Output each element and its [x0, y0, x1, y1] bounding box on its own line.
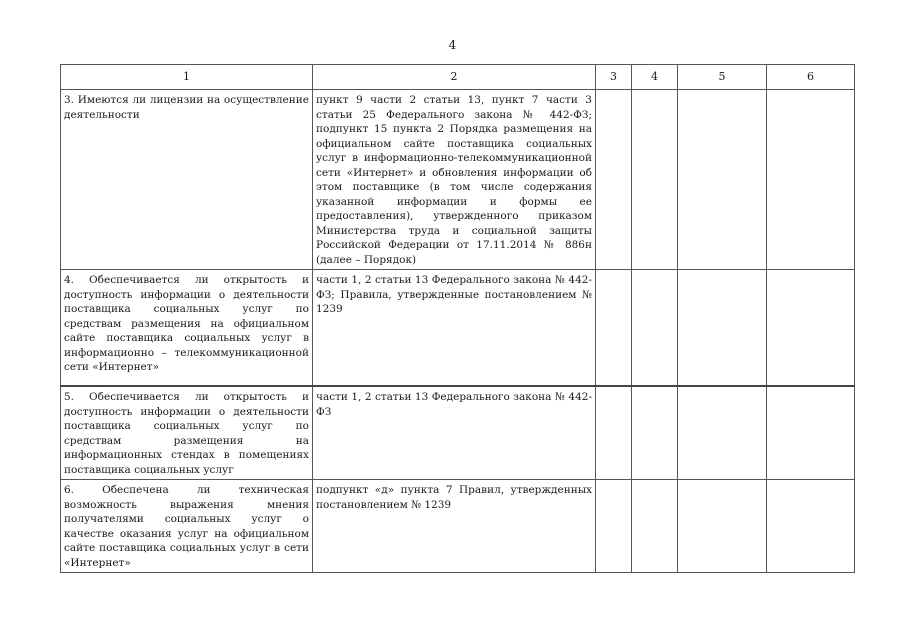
legal-basis-text: подпункт «д» пункта 7 Правил, утвержденных постановлением № 1239: [316, 484, 592, 511]
legal-basis-cell: [313, 90, 596, 270]
page-number: 4: [448, 38, 457, 52]
legal-basis-text: части 1, 2 статьи 13 Федерального закона № 442-ФЗ: [316, 391, 592, 418]
legal-basis-text: части 1, 2 статьи 13 Федерального закона № 442-ФЗ; Правила, утвержденные постановлением № 1239: [316, 274, 592, 315]
answer-cell-4[interactable]: [632, 386, 678, 480]
table-row: [61, 480, 855, 573]
column-header-1: 1: [61, 65, 313, 90]
answer-cell-5[interactable]: [678, 270, 767, 387]
question-text: 3. Имеются ли лицензии на осуществление деятельности: [64, 94, 309, 121]
column-header-5: 5: [678, 65, 767, 90]
checklist-table: [60, 64, 855, 573]
answer-cell-4[interactable]: [632, 90, 678, 270]
question-text: 4. Обеспечивается ли открытость и доступность информации о деятельности поставщика социальных услуг по средствам размещения на официальном сайте поставщика социальных услуг в информационно – телекоммуникационной сети «Интернет»: [64, 274, 309, 373]
question-cell: [61, 480, 313, 573]
answer-cell-3[interactable]: [596, 90, 632, 270]
legal-basis-cell: [313, 270, 596, 387]
legal-basis-cell: [313, 386, 596, 480]
column-header-3: 3: [596, 65, 632, 90]
question-cell: [61, 270, 313, 387]
answer-cell-5[interactable]: [678, 386, 767, 480]
question-text: 5. Обеспечивается ли открытость и доступность информации о деятельности поставщика социальных услуг по средствам размещения на информационных стендах в помещениях поставщика социальных услуг: [64, 391, 309, 476]
answer-cell-6[interactable]: [767, 386, 855, 480]
answer-cell-5[interactable]: [678, 90, 767, 270]
column-header-6: 6: [767, 65, 855, 90]
column-header-2: 2: [313, 65, 596, 90]
answer-cell-4[interactable]: [632, 480, 678, 573]
question-cell: [61, 386, 313, 480]
answer-cell-3[interactable]: [596, 386, 632, 480]
table-row: [61, 270, 855, 387]
table-row: [61, 90, 855, 270]
answer-cell-6[interactable]: [767, 270, 855, 387]
legal-basis-cell: [313, 480, 596, 573]
answer-cell-6[interactable]: [767, 480, 855, 573]
question-cell: [61, 90, 313, 270]
column-header-4: 4: [632, 65, 678, 90]
answer-cell-3[interactable]: [596, 270, 632, 387]
table-row: [61, 386, 855, 480]
answer-cell-5[interactable]: [678, 480, 767, 573]
answer-cell-4[interactable]: [632, 270, 678, 387]
question-text: 6. Обеспечена ли техническая возможность выражения мнения получателями социальных услуг о качестве оказания услуг на официальном сайте поставщика социальных услуг в сети «Интернет»: [64, 484, 309, 569]
table-header-row: [61, 65, 855, 90]
answer-cell-3[interactable]: [596, 480, 632, 573]
legal-basis-text: пункт 9 части 2 статьи 13, пункт 7 части 3 статьи 25 Федерального закона № 442-ФЗ; подпункт 15 пункта 2 Порядка размещения на официальном сайте поставщика социальных услуг в информационно-телекоммуникационной сети «Интернет» и обновления информации об этом поставщике (в том числе содержания указанной информации и формы ее предоставления), утвержденного приказом Министерства труда и социальной защиты Российской Федерации от 17.11.2014 № 886н (далее – Порядок): [316, 94, 592, 266]
answer-cell-6[interactable]: [767, 90, 855, 270]
